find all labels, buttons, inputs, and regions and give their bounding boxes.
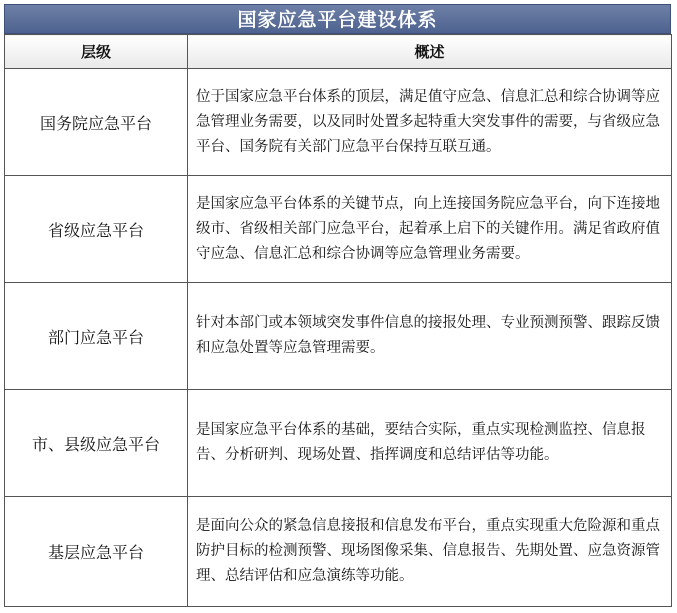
description-cell: 针对本部门或本领域突发事件信息的接报处理、专业预测预警、跟踪反馈和应急处置等应急管理需要。 bbox=[188, 283, 672, 390]
description-cell: 是国家应急平台体系的关键节点，向上连接国务院应急平台，向下连接地级市、省级相关部门应急平台，起着承上启下的关键作用。满足省政府值守应急、信息汇总和综合协调等应急管理业务需要。 bbox=[188, 176, 672, 283]
table-row bbox=[5, 283, 672, 390]
level-cell: 基层应急平台 bbox=[5, 497, 188, 607]
table-title: 国家应急平台建设体系 bbox=[4, 4, 671, 34]
level-cell: 市、县级应急平台 bbox=[5, 390, 188, 497]
description-cell: 是面向公众的紧急信息接报和信息发布平台，重点实现重大危险源和重点防护目标的检测预警、现场图像采集、信息报告、先期处置、应急资源管理、总结评估和应急演练等功能。 bbox=[188, 497, 672, 607]
table-row bbox=[5, 176, 672, 283]
header-overview: 概述 bbox=[188, 35, 672, 69]
table-container bbox=[4, 4, 671, 607]
description-cell: 位于国家应急平台体系的顶层，满足值守应急、信息汇总和综合协调等应急管理业务需要，以及同时处置多起特重大突发事件的需要，与省级应急平台、国务院有关部门应急平台保持互联互通。 bbox=[188, 69, 672, 176]
level-cell: 部门应急平台 bbox=[5, 283, 188, 390]
table-row bbox=[5, 497, 672, 607]
table-row bbox=[5, 69, 672, 176]
header-level: 层级 bbox=[5, 35, 188, 69]
table-row bbox=[5, 390, 672, 497]
platform-table bbox=[4, 34, 672, 607]
level-cell: 国务院应急平台 bbox=[5, 69, 188, 176]
description-cell: 是国家应急平台体系的基础，要结合实际，重点实现检测监控、信息报告、分析研判、现场处置、指挥调度和总结评估等功能。 bbox=[188, 390, 672, 497]
level-cell: 省级应急平台 bbox=[5, 176, 188, 283]
header-row bbox=[5, 35, 672, 69]
